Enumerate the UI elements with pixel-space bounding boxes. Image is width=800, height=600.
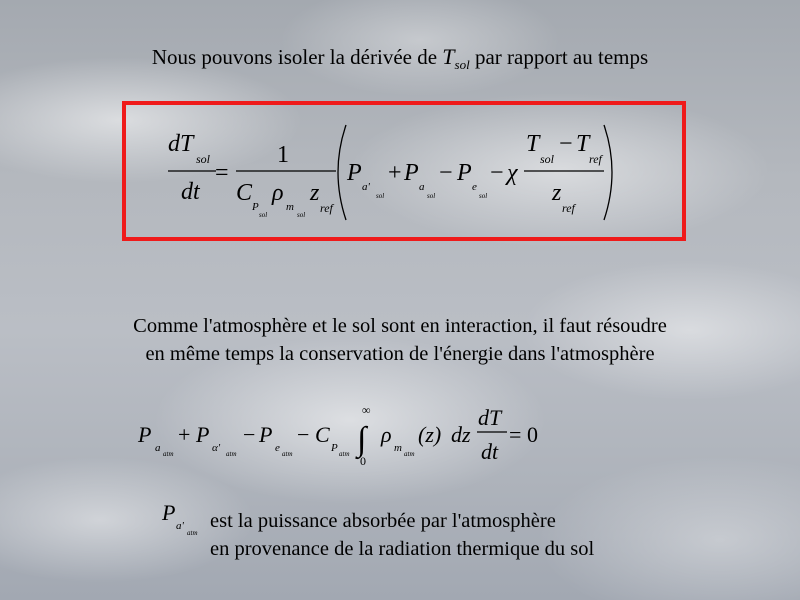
eq1-lhs-den: dt [181, 179, 200, 205]
eq2-rho-subsub: atm [404, 450, 415, 458]
eq2-e: e [275, 442, 280, 454]
eq1-a-sub: sol [427, 192, 436, 200]
eq2-a-sub: atm [163, 450, 174, 458]
eq2-dz: dz [451, 422, 471, 447]
eq1-paren-left [338, 125, 346, 220]
heading-var-sub: sol [454, 57, 470, 72]
eq1-aprime: a' [362, 181, 370, 193]
eq2-zparen: (z) [418, 422, 442, 447]
eq2-minus1: − [243, 422, 256, 447]
eq2-alphaprime-sub: atm [226, 450, 237, 458]
eq1-minus1: − [439, 160, 453, 186]
note-P: P [162, 500, 176, 525]
eq1-a: a [419, 181, 425, 193]
eq1-zref-sub: ref [562, 201, 575, 215]
equation-2 [137, 403, 538, 468]
note-line-2: en provenance de la radiation thermique du sol [210, 538, 595, 560]
eq1-rho: ρ [272, 180, 284, 206]
eq2-plus: + [178, 422, 191, 447]
eq2-rho-sub: m [394, 442, 402, 454]
paragraph-line-1: Comme l'atmosphère et le sol sont en interaction, il faut résoudre [133, 315, 667, 337]
eq2-P3: P [259, 422, 273, 447]
eq1-plus: + [388, 160, 402, 186]
eq2-C-subsub: atm [339, 450, 350, 458]
eq1-P3: P [457, 160, 472, 186]
heading-var: T [442, 44, 455, 69]
eq2-C: C [315, 422, 330, 447]
eq2-upper: ∞ [362, 403, 371, 417]
note-aprime: a' [176, 520, 184, 532]
eq1-T2-sub: ref [589, 152, 602, 166]
note-text [210, 507, 594, 563]
eq2-dt: dt [481, 439, 499, 464]
eq1-paren-right [604, 125, 612, 220]
eq1-T2: T [576, 131, 590, 157]
paragraph-line-2: en même temps la conservation de l'énergie dans l'atmosphère [145, 343, 655, 365]
eq1-e-sub: sol [479, 192, 488, 200]
eq2-rho: ρ [381, 422, 392, 447]
eq1-rho-subsub: sol [297, 211, 306, 219]
eq1-rho-sub: m [286, 201, 294, 213]
eq1-chi: χ [507, 160, 518, 186]
eq2-equals: = [509, 422, 522, 447]
eq2-e-sub: atm [282, 450, 293, 458]
eq1-lhs-num-sub: sol [196, 152, 211, 166]
eq2-dT: dT [478, 405, 502, 430]
eq1-P1: P [347, 160, 362, 186]
eq1-z: z [310, 180, 320, 206]
eq1-P2: P [404, 160, 419, 186]
note-symbol [161, 500, 198, 537]
eq1-minus2: − [490, 160, 504, 186]
eq1-equals: = [215, 160, 229, 186]
eq2-C-sub: P [331, 442, 338, 454]
eq1-C-subsub: sol [259, 211, 268, 219]
eq1-C: C [236, 180, 253, 206]
eq2-alphaprime: α' [212, 442, 221, 454]
eq1-zref: z [552, 180, 562, 206]
eq1-C-sub: P [252, 201, 259, 213]
eq2-a: a [155, 442, 161, 454]
eq2-lower: 0 [360, 454, 366, 468]
eq2-integral: ∫ [357, 421, 367, 458]
heading-after: par rapport au temps [474, 45, 649, 69]
eq1-one: 1 [277, 142, 289, 168]
eq1-aprime-sub: sol [376, 192, 385, 200]
eq1-z-sub: ref [320, 201, 333, 215]
eq1-T1-sub: sol [540, 152, 555, 166]
eq1-T1: T [526, 131, 540, 157]
eq1-minus3: − [559, 131, 573, 157]
note-aprime-sub: atm [187, 529, 198, 537]
eq2-minus2: − [297, 422, 310, 447]
heading-before: Nous pouvons isoler la dérivée de [151, 45, 438, 69]
interaction-paragraph [0, 312, 800, 368]
eq2-P2: P [196, 422, 210, 447]
eq2-zero: 0 [527, 422, 538, 447]
eq1-e: e [472, 181, 477, 193]
eq2-P1: P [138, 422, 152, 447]
eq1-lhs-num: dT [168, 131, 194, 157]
note-line-1: est la puissance absorbée par l'atmosphère [210, 510, 556, 532]
